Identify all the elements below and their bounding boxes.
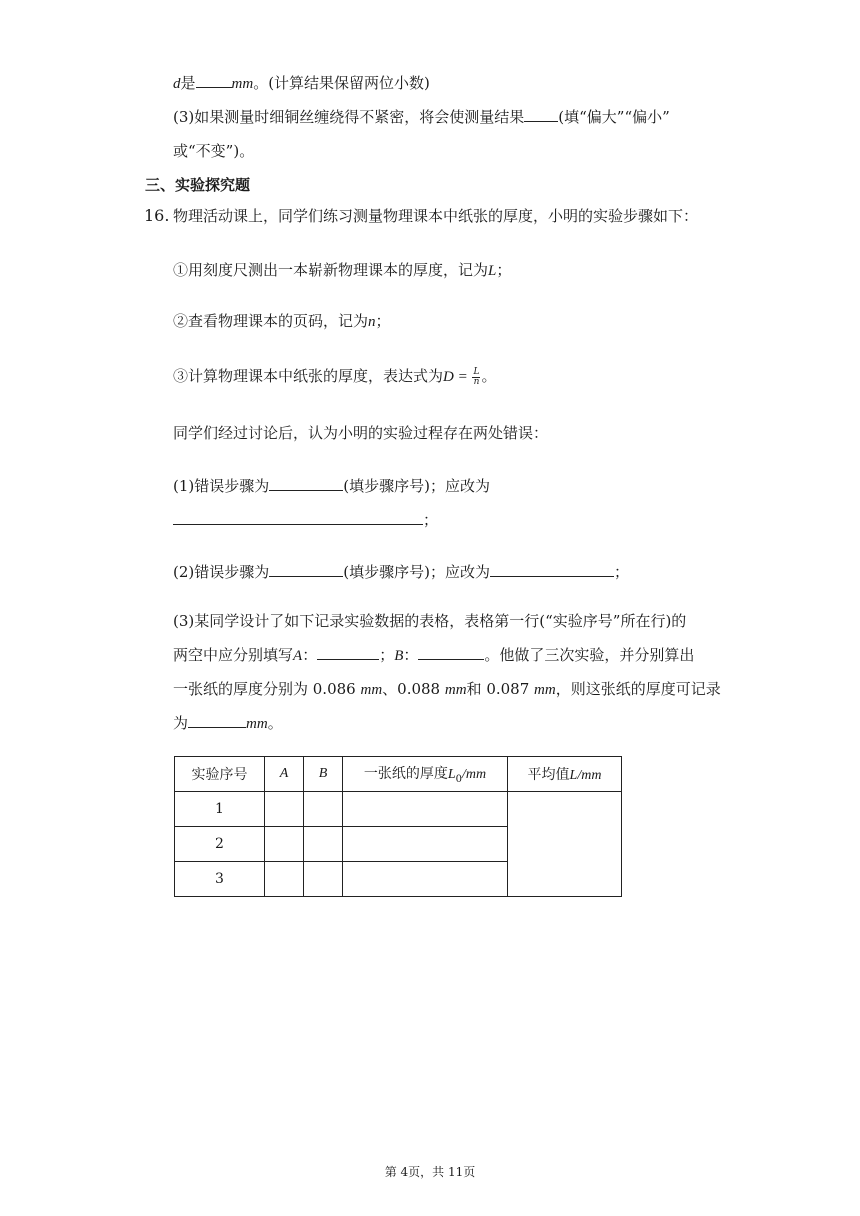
step-3: ③计算物理课本中纸张的厚度，表达式为D = $\frac{L}{n}$ 。 — [173, 366, 497, 387]
part-2: (2)错误步骤为 (填步骤序号)；应改为 ； — [173, 563, 629, 581]
part-3-line-2: 两空中应分别填写A： ；B： 。他做了三次实验，并分别算出 — [173, 646, 695, 664]
part-3-line-3: 一张纸的厚度分别为 0.086 mm、0.088 mm和 0.087 mm，则这张纸的厚度可记录 — [173, 680, 721, 698]
answer-blank[interactable] — [269, 562, 343, 577]
table-cell[interactable] — [343, 827, 508, 862]
question-number: 16. — [144, 206, 170, 225]
part-3-line-1: (3)某同学设计了如下记录实验数据的表格，表格第一行(“实验序号”所在行)的 — [173, 612, 687, 630]
row-seq: 1 — [175, 792, 265, 827]
answer-blank[interactable] — [524, 107, 558, 122]
part-3-line-4: 为 mm。 — [173, 714, 283, 732]
header-average: 平均值L/mm — [508, 757, 622, 792]
header-thickness: 一张纸的厚度$L_0/mm$ — [343, 757, 508, 792]
data-table — [174, 756, 622, 897]
prev-line-2: (3)如果测量时细铜丝缠绕得不紧密，将会使测量结果 (填“偏大”“偏小” — [173, 108, 670, 126]
answer-blank[interactable] — [269, 476, 343, 491]
table-cell[interactable] — [343, 862, 508, 897]
answer-blank[interactable] — [196, 73, 232, 88]
table-cell[interactable] — [304, 792, 343, 827]
answer-blank[interactable] — [418, 645, 484, 660]
discussion-text: 同学们经过讨论后，认为小明的实验过程存在两处错误： — [173, 424, 549, 442]
step-2: ②查看物理课本的页码，记为n； — [173, 312, 391, 330]
table-header-row — [175, 757, 622, 792]
page-footer: 第 4页，共 11页 — [384, 1165, 476, 1179]
answer-blank[interactable] — [173, 510, 423, 525]
fraction: $\frac{L}{n}$ — [473, 366, 480, 387]
header-a: A — [265, 757, 304, 792]
row-seq: 2 — [175, 827, 265, 862]
table-row — [175, 792, 622, 827]
table-cell[interactable] — [343, 792, 508, 827]
header-seq: 实验序号 — [175, 757, 265, 792]
header-b: B — [304, 757, 343, 792]
section-title: 三、实验探究题 — [145, 176, 251, 194]
row-seq: 3 — [175, 862, 265, 897]
prev-line-3: 或“不变”)。 — [173, 142, 255, 160]
average-cell[interactable] — [508, 792, 622, 897]
answer-blank[interactable] — [188, 713, 246, 728]
table-cell[interactable] — [265, 862, 304, 897]
table-cell[interactable] — [265, 827, 304, 862]
table-cell[interactable] — [304, 827, 343, 862]
prev-line-1: d是 mm。(计算结果保留两位小数) — [173, 74, 430, 92]
table-cell[interactable] — [265, 792, 304, 827]
answer-blank[interactable] — [317, 645, 379, 660]
table-cell[interactable] — [304, 862, 343, 897]
step-1: ①用刻度尺测出一本崭新物理课本的厚度，记为L； — [173, 261, 512, 279]
question-intro: 物理活动课上，同学们练习测量物理课本中纸张的厚度，小明的实验步骤如下： — [173, 207, 699, 225]
part-1-line-2: ； — [173, 510, 438, 530]
answer-blank[interactable] — [490, 562, 614, 577]
part-1-line-1: (1)错误步骤为 (填步骤序号)；应改为 — [173, 477, 490, 495]
